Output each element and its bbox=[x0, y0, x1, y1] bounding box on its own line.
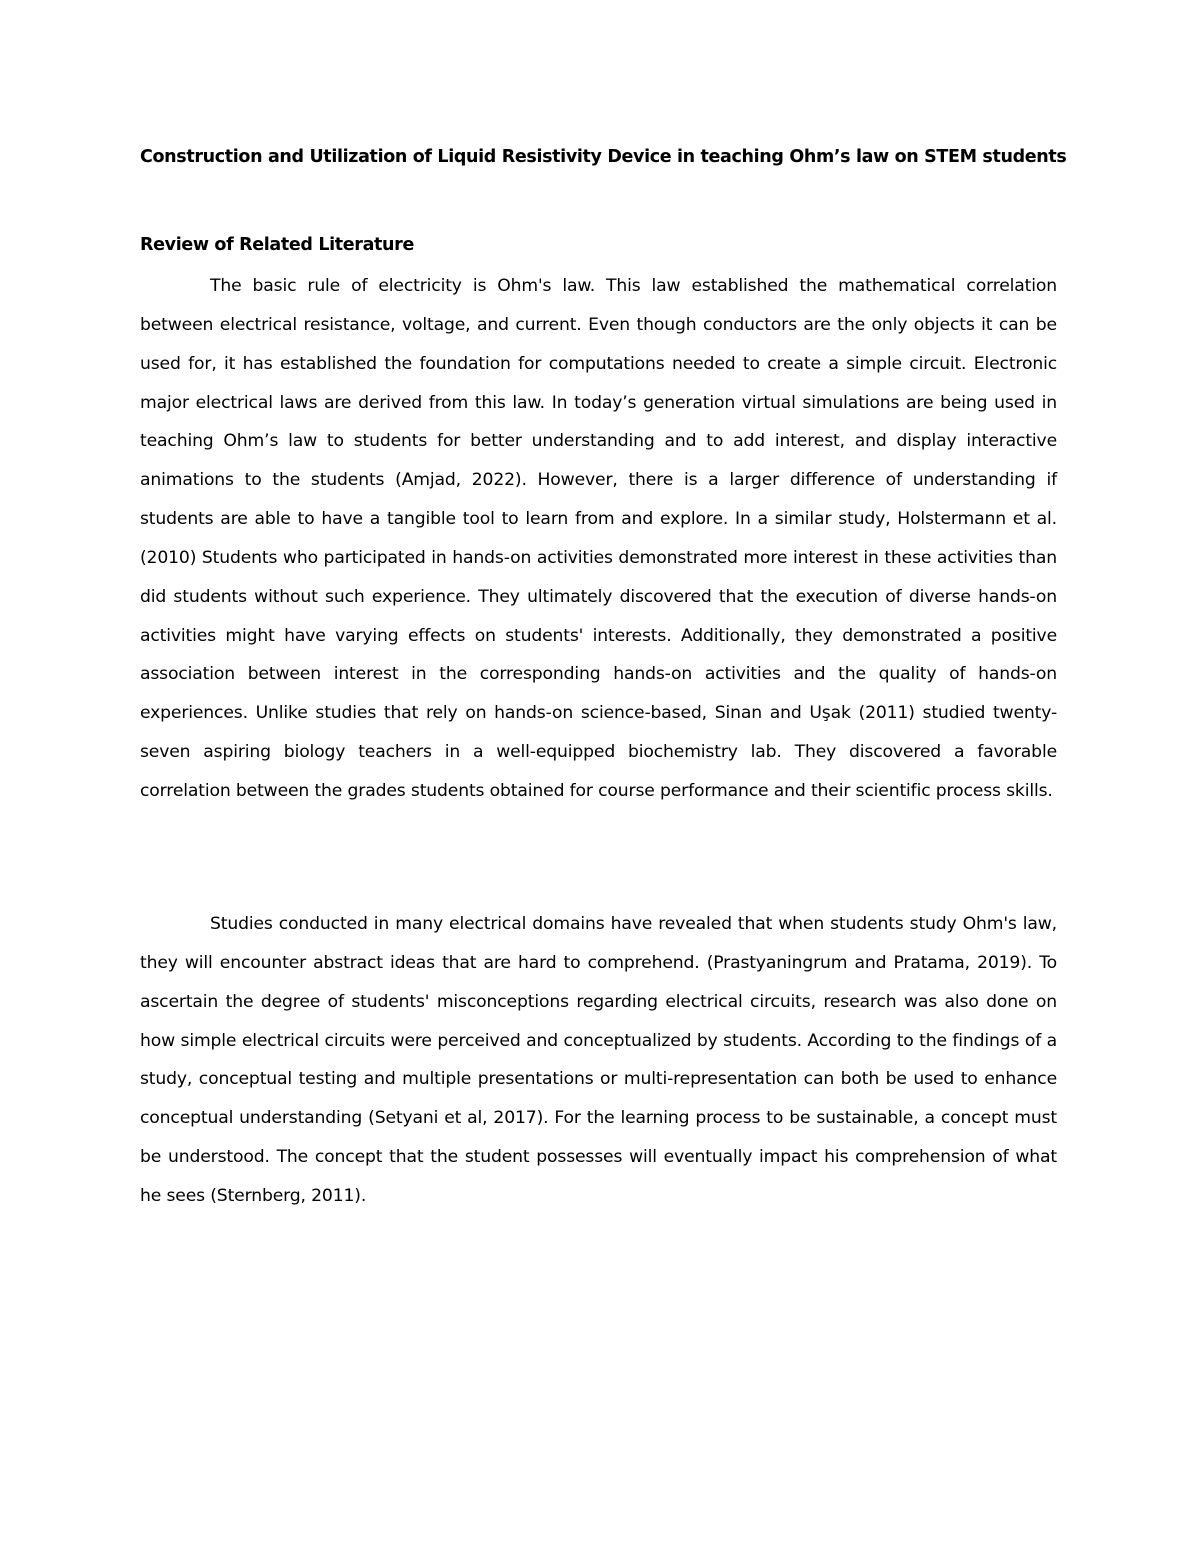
body-paragraph-2: Studies conducted in many electrical domains have revealed that when students study Ohm's law, they will encounter abstract ideas that are hard to comprehend. (Prastyaningrum and Pratama, 2019). To ascertain the degree of students' misconceptions regarding electrical circuits, research was also done on how simple electrical circuits were perceived and conceptualized by students. According to the findings of a study, conceptual testing and multiple presentations or multi-representation can both be used to enhance conceptual understanding (Setyani et al, 2017). For the learning process to be sustainable, a concept must be understood. The concept that the student possesses will eventually impact his comprehension of what he sees (Sternberg, 2011). bbox=[140, 914, 1057, 1206]
document-title: Construction and Utilization of Liquid Resistivity Device in teaching Ohm’s law on STEM students bbox=[140, 147, 1067, 167]
body-paragraph-1: The basic rule of electricity is Ohm's law. This law established the mathematical correlation between electrical resistance, voltage, and current. Even though conductors are the only objects it can be used for, it has established the foundation for computations needed to create a simple circuit. Electronic major electrical laws are derived from this law. In today’s generation virtual simulations are being used in teaching Ohm’s law to students for better understanding and to add interest, and display interactive animations to the students (Amjad, 2022). However, there is a larger difference of understanding if students are able to have a tangible tool to learn from and explore. In a similar study, Holstermann et al. (2010) Students who participated in hands-on activities demonstrated more interest in these activities than did students without such experience. They ultimately discovered that the execution of diverse hands-on activities might have varying effects on students' interests. Additionally, they demonstrated a positive association between interest in the corresponding hands-on activities and the quality of hands-on experiences. Unlike studies that rely on hands-on science-based, Sinan and Uşak (2011) studied twenty-seven aspiring biology teachers in a well-equipped biochemistry lab. They discovered a favorable correlation between the grades students obtained for course performance and their scientific process skills. bbox=[140, 276, 1057, 801]
section-heading: Review of Related Literature bbox=[140, 235, 414, 255]
